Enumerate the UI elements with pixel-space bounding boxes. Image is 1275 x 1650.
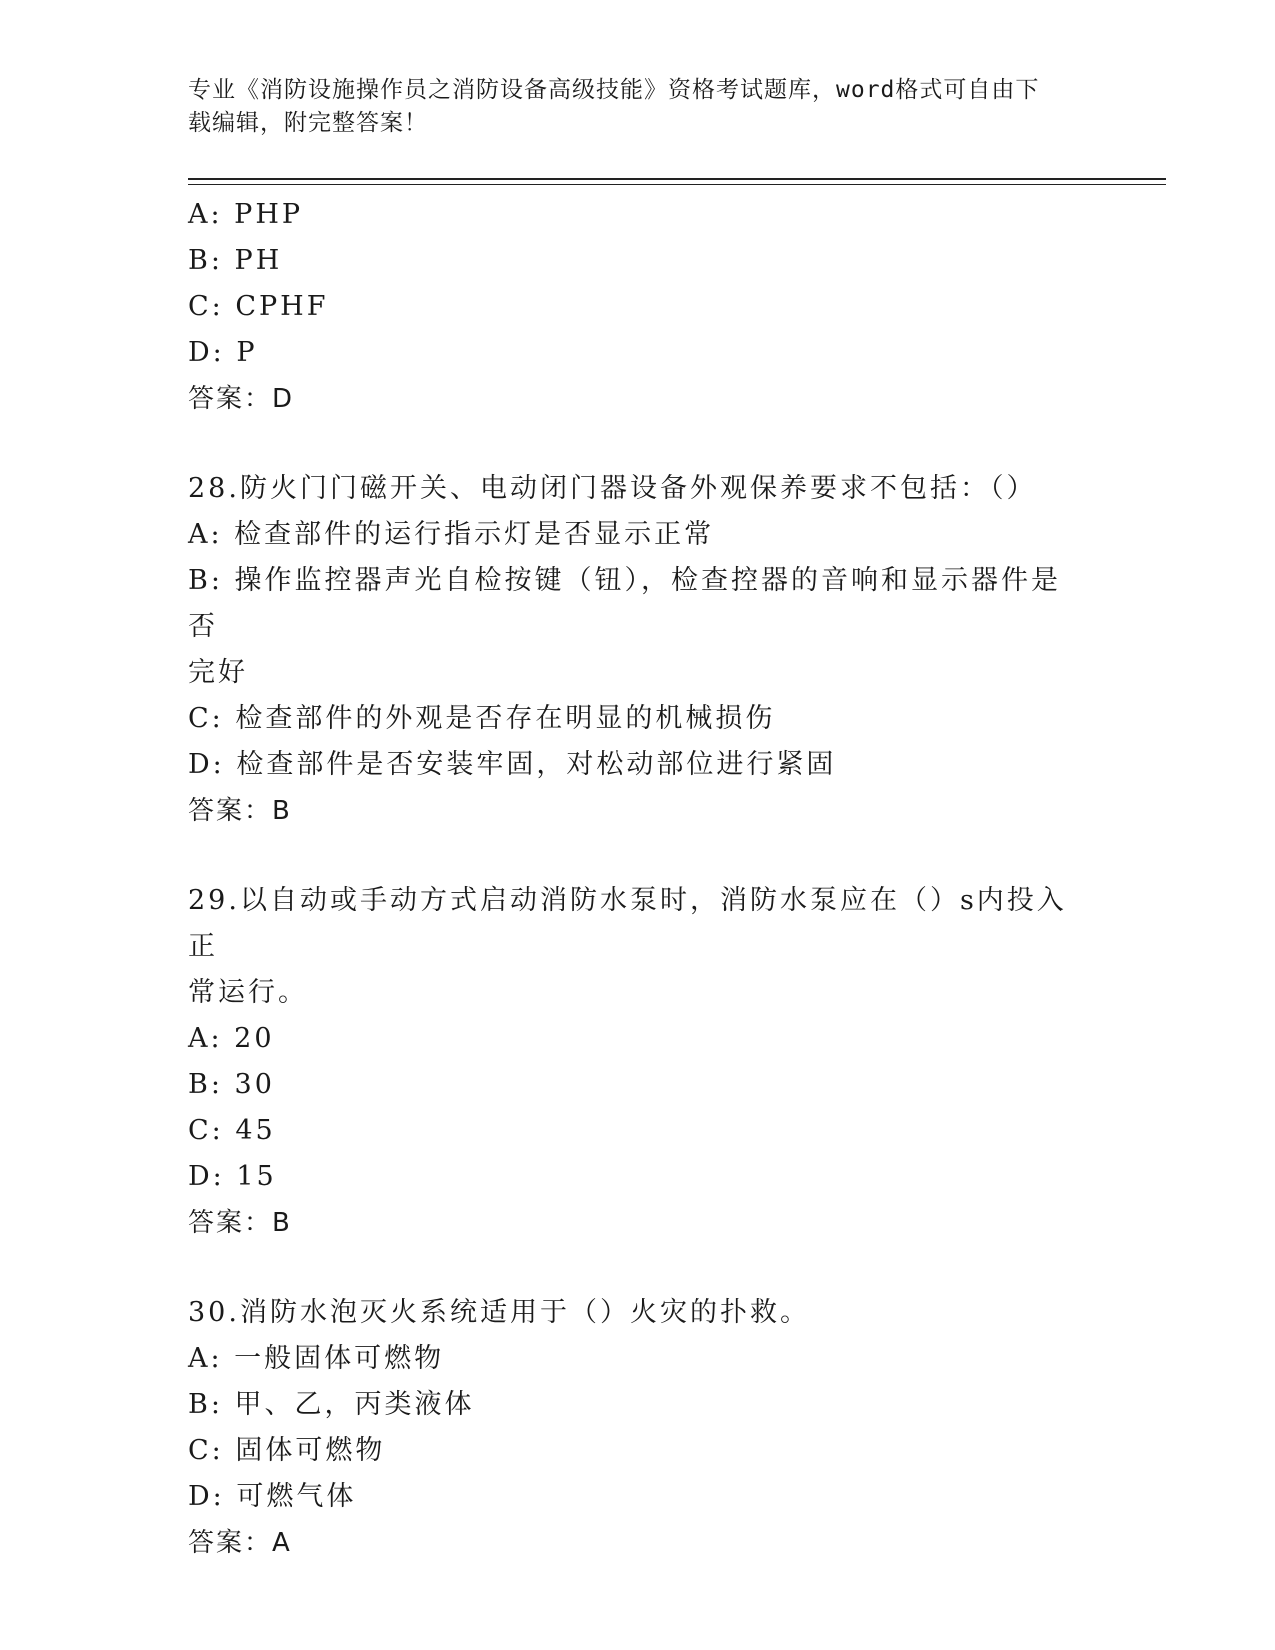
answer-line: 答案：D [188, 384, 295, 414]
question-stem-line-1: 29.以自动或手动方式启动消防水泵时，消防水泵应在（）s内投入正 [188, 885, 1067, 962]
question-stem: 30.消防水泡灭火系统适用于（）火灾的扑救。 [188, 1297, 810, 1328]
answer-line: 答案：A [188, 1528, 292, 1558]
header-line-2: 载编辑，附完整答案！ [188, 110, 428, 136]
option-d: D: 可燃气体 [188, 1481, 357, 1512]
option-a: A: 一般固体可燃物 [188, 1343, 445, 1374]
header-divider-thick [188, 178, 1166, 180]
option-c: C: CPHF [188, 291, 329, 322]
option-b: B: PH [188, 245, 283, 276]
question-list [188, 192, 1088, 1566]
option-d: D: 15 [188, 1161, 277, 1192]
answer-line: 答案：B [188, 796, 292, 826]
option-b: B: 甲、乙，丙类液体 [188, 1389, 475, 1420]
spacer [188, 834, 1088, 878]
option-c: C: 固体可燃物 [188, 1435, 386, 1466]
question-30 [188, 1290, 1088, 1566]
document-header [188, 74, 1068, 140]
option-a: A: PHP [188, 199, 304, 230]
option-a: A: 检查部件的运行指示灯是否显示正常 [188, 519, 715, 550]
option-b-line-2: 完好 [188, 657, 248, 688]
option-d: D: P [188, 337, 258, 368]
option-b: B: 30 [188, 1069, 275, 1100]
header-line-1: 专业《消防设施操作员之消防设备高级技能》资格考试题库，word格式可自由下 [188, 77, 1040, 103]
spacer [188, 422, 1088, 466]
question-stem: 28.防火门门磁开关、电动闭门器设备外观保养要求不包括：（） [188, 473, 1037, 504]
option-c: C: 45 [188, 1115, 276, 1146]
option-a: A: 20 [188, 1023, 275, 1054]
answer-line: 答案：B [188, 1208, 292, 1238]
option-b-line-1: B: 操作监控器声光自检按键（钮），检查控器的音响和显示器件是否 [188, 565, 1062, 642]
option-d: D: 检查部件是否安装牢固，对松动部位进行紧固 [188, 749, 837, 780]
header-divider-thin [188, 184, 1166, 185]
question-29 [188, 878, 1088, 1246]
question-27 [188, 192, 1088, 422]
option-c: C: 检查部件的外观是否存在明显的机械损伤 [188, 703, 776, 734]
question-28 [188, 466, 1088, 834]
question-stem-line-2: 常运行。 [188, 977, 308, 1008]
spacer [188, 1246, 1088, 1290]
